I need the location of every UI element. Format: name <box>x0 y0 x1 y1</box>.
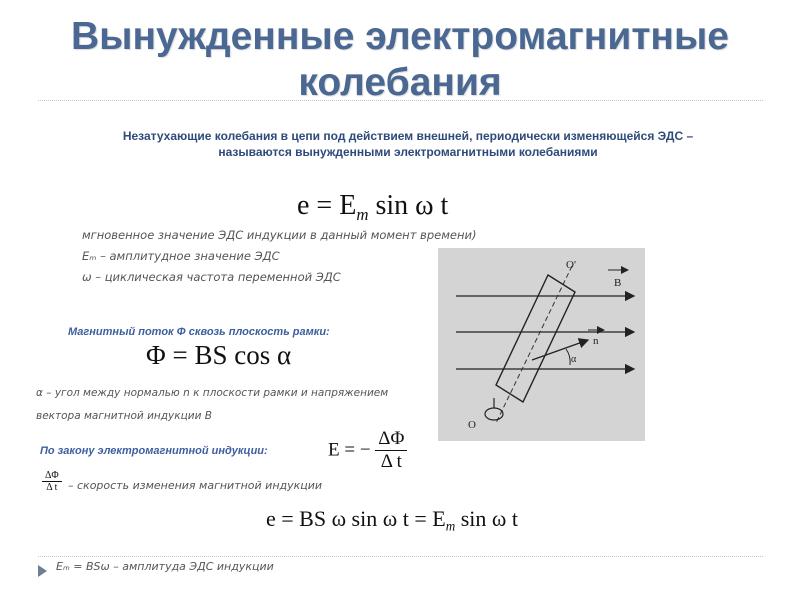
normal-vector <box>532 340 588 360</box>
note-amplitude: Eₘ – амплитудное значение ЭДС <box>82 249 280 263</box>
rotating-frame <box>496 275 575 402</box>
label-o-bottom: O <box>468 419 476 431</box>
frame-rotation-svg <box>438 248 645 441</box>
slide-bullet-arrow <box>38 565 47 577</box>
title-divider <box>38 100 763 101</box>
induction-denominator: Δ t <box>380 451 402 472</box>
note-alpha-2: вектора магнитной индукции B <box>36 410 212 422</box>
emf-formula: $e = E_m$ sin ω t <box>297 190 449 224</box>
footer-divider <box>38 556 763 557</box>
law-heading: По закону электромагнитной индукции: <box>40 445 268 457</box>
induction-formula: E = − $\frac{\Delta\Phi}{\text{Δ t}}$ <box>328 428 407 473</box>
note-rate: – скорость изменения магнитной индукции <box>68 479 323 492</box>
flux-heading: Магнитный поток Φ сквозь плоскость рамки: <box>68 326 330 338</box>
label-o-top: O' <box>566 259 576 271</box>
final-formula: e = BS ω sin ω $t = E_m$ sin ω t <box>266 506 518 534</box>
note-alpha-1: α – угол между нормалью n к плоскости рамки и напряжением <box>36 387 389 399</box>
note-instant-emf: мгновенное значение ЭДС индукции в данный момент времени) <box>82 228 477 242</box>
frame-diagram <box>438 248 645 441</box>
label-b: B <box>614 277 622 289</box>
note-amplitude-footer: Eₘ = BSω – амплитуда ЭДС индукции <box>56 560 274 573</box>
induction-numerator: ΔΦ <box>375 428 407 451</box>
note-omega: ω – циклическая частота переменной ЭДС <box>82 270 341 284</box>
flux-formula: Φ = BS cos α <box>146 340 292 370</box>
alpha-arc <box>566 349 570 365</box>
label-alpha: α <box>571 354 577 365</box>
definition-text: Незатухающие колебания в цепи под действием внешней, периодически изменяющейся ЭДС – называются вынужденными электромагнитными колебаниями <box>122 129 694 159</box>
rate-fraction: $\frac{\Delta\Phi}{\text{Δ t}}$ <box>42 470 62 493</box>
rotation-axis <box>496 266 572 423</box>
slide-title: Вынужденные электромагнитные колебания <box>71 15 729 104</box>
label-n: n <box>593 335 599 347</box>
